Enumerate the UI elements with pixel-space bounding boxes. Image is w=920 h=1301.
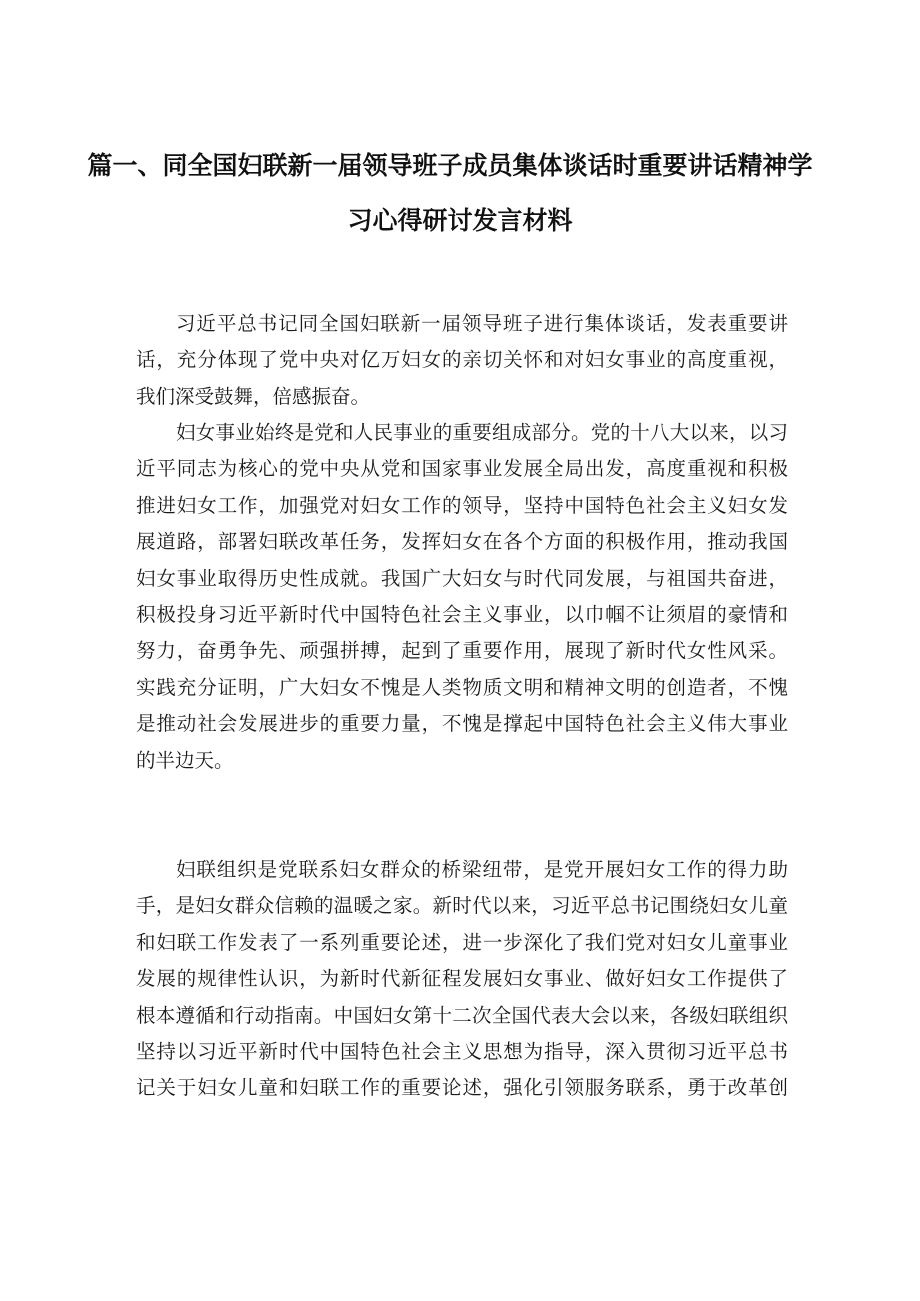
paragraph-line: 记关于妇女儿童和妇联工作的重要论述，强化引领服务联系，勇于改革创 [136, 1076, 788, 1100]
paragraph-line: 和妇联工作发表了一系列重要论述，进一步深化了我们党对妇女儿童事业 [136, 930, 788, 954]
paragraph-line: 积极投身习近平新时代中国特色社会主义事业，以巾帼不让须眉的豪情和 [136, 602, 788, 626]
paragraph-3 [136, 852, 788, 1107]
paragraph-line: 我们深受鼓舞，倍感振奋。 [136, 384, 371, 408]
paragraph-line: 习近平总书记同全国妇联新一届领导班子进行集体谈话，发表重要讲 [176, 312, 788, 335]
paragraph-line: 推进妇女工作，加强党对妇女工作的领导，坚持中国特色社会主义妇女发 [136, 493, 788, 517]
paragraph-line: 话，充分体现了党中央对亿万妇女的亲切关怀和对妇女事业的高度重视， [136, 348, 788, 372]
paragraph-line: 妇女事业始终是党和人民事业的重要组成部分。党的十八大以来，以习 [176, 421, 788, 444]
paragraph-line: 努力，奋勇争先、顽强拼搏，起到了重要作用，展现了新时代女性风采。 [136, 639, 788, 663]
paragraph-line: 手，是妇女群众信赖的温暖之家。新时代以来，习近平总书记围绕妇女儿童 [136, 894, 788, 918]
document-title-line-2: 习心得研讨发言材料 [347, 206, 573, 235]
paragraph-line: 根本遵循和行动指南。中国妇女第十二次全国代表大会以来，各级妇联组织 [136, 1003, 788, 1027]
paragraph-line: 是推动社会发展进步的重要力量，不愧是撑起中国特色社会主义伟大事业 [136, 712, 788, 736]
paragraph-line: 妇联组织是党联系妇女群众的桥梁纽带，是党开展妇女工作的得力助 [176, 858, 788, 881]
paragraph-line: 的半边天。 [136, 748, 234, 772]
paragraph-line: 展道路，部署妇联改革任务，发挥妇女在各个方面的积极作用，推动我国 [136, 530, 788, 554]
paragraph-line: 发展的规律性认识，为新时代新征程发展妇女事业、做好妇女工作提供了 [136, 967, 788, 991]
paragraph-1 [136, 306, 788, 415]
paragraph-line: 坚持以习近平新时代中国特色社会主义思想为指导，深入贯彻习近平总书 [136, 1039, 788, 1063]
paragraph-2 [136, 415, 788, 779]
paragraph-line: 实践充分证明，广大妇女不愧是人类物质文明和精神文明的创造者，不愧 [136, 675, 788, 699]
paragraph-line: 妇女事业取得历史性成就。我国广大妇女与时代同发展，与祖国共奋进， [136, 566, 788, 590]
document-title-line-1: 篇一、同全国妇联新一届领导班子成员集体谈话时重要讲话精神学 [87, 151, 813, 180]
paragraph-line: 近平同志为核心的党中央从党和国家事业发展全局出发，高度重视和积极 [136, 457, 788, 481]
